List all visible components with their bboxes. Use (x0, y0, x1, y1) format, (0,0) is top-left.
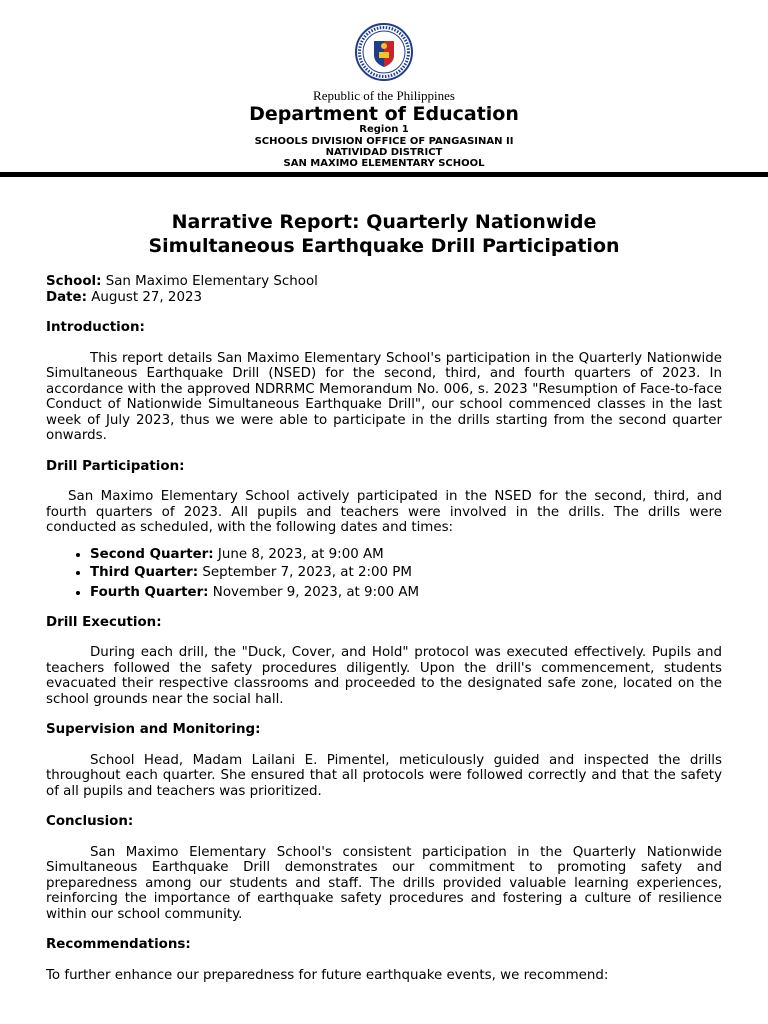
recommendations-heading: Recommendations: (46, 937, 191, 952)
drill-date-label: Third Quarter: (90, 564, 199, 580)
drill-dates-list (46, 546, 722, 602)
drill-date-value: June 8, 2023, at 9:00 AM (213, 546, 384, 562)
recommendations-text: To further enhance our preparedness for future earthquake events, we recommend: (46, 967, 609, 983)
drill-date-label: Fourth Quarter: (90, 584, 209, 600)
report-body (46, 274, 722, 983)
district-text: NATIVIDAD DISTRICT (325, 147, 443, 158)
list-item (90, 564, 722, 582)
drill-date-value: November 9, 2023, at 9:00 AM (208, 584, 420, 600)
execution-text: During each drill, the "Duck, Cover, and Hold" protocol was executed effectively. Pupils and teachers followed the safety procedures diligently. Upon the drill's commencement, students evacuated their respective classrooms and proceeded to the designated safe zone, located on the school grounds near the social hall. (46, 645, 722, 707)
introduction-heading: Introduction: (46, 320, 145, 335)
supervision-text: School Head, Madam Lailani E. Pimentel, meticulously guided and inspected the drills throughout each quarter. She ensured that all protocols were followed correctly and that the safety of all pupils and teachers was prioritized. (46, 752, 722, 799)
execution-heading: Drill Execution: (46, 614, 162, 630)
header-divider (0, 172, 768, 177)
title-line-2: Simultaneous Earthquake Drill Participation (148, 235, 620, 257)
supervision-heading: Supervision and Monitoring: (46, 722, 261, 737)
school-value: San Maximo Elementary School (101, 274, 318, 289)
introduction-text: This report details San Maximo Elementary School's participation in the Quarterly Nationwide Simultaneous Earthquake Drill (NSED) for the second, third, and fourth quarters of 2023. In accordance with the approved NDRRMC Memorandum No. 006, s. 2023 "Resumption of Face-to-face Conduct of Nationwide Simultaneous Earthquake Drill", our school commenced classes in the last week of July 2023, thus we were able to participate in the drills starting from the second quarter onwards. (46, 350, 722, 443)
school-header-text: SAN MAXIMO ELEMENTARY SCHOOL (283, 158, 485, 169)
division-text: SCHOOLS DIVISION OFFICE OF PANGASINAN II (254, 136, 514, 147)
school-line (46, 274, 722, 290)
deped-seal-icon (348, 22, 420, 82)
drill-date-label: Second Quarter: (90, 546, 214, 562)
school-label: School: (46, 274, 102, 289)
page-title (0, 210, 768, 258)
date-line (46, 290, 722, 306)
list-item (90, 584, 722, 602)
date-label: Date: (46, 289, 87, 305)
drill-date-value: September 7, 2023, at 2:00 PM (198, 564, 412, 580)
title-line-1: Narrative Report: Quarterly Nationwide (171, 211, 597, 233)
participation-text: San Maximo Elementary School actively participated in the NSED for the second, third, and fourth quarters of 2023. All pupils and teachers were involved in the drills. The drills were conducted as scheduled, with the following dates and times: (46, 489, 722, 535)
region-text: Region 1 (359, 124, 409, 135)
department-name: Department of Education (249, 103, 519, 125)
conclusion-text: San Maximo Elementary School's consistent participation in the Quarterly Nationwide Simultaneous Earthquake Drill demonstrates our commitment to promoting safety and preparedness among our students and staff. The drills provided valuable learning experiences, reinforcing the importance of earthquake safety procedures and fostering a culture of resilience within our school community. (46, 844, 722, 922)
republic-text: Republic of the Philippines (313, 88, 455, 103)
conclusion-heading: Conclusion: (46, 814, 134, 829)
list-item (90, 546, 722, 564)
date-value: August 27, 2023 (87, 289, 203, 305)
participation-heading: Drill Participation: (46, 458, 185, 474)
